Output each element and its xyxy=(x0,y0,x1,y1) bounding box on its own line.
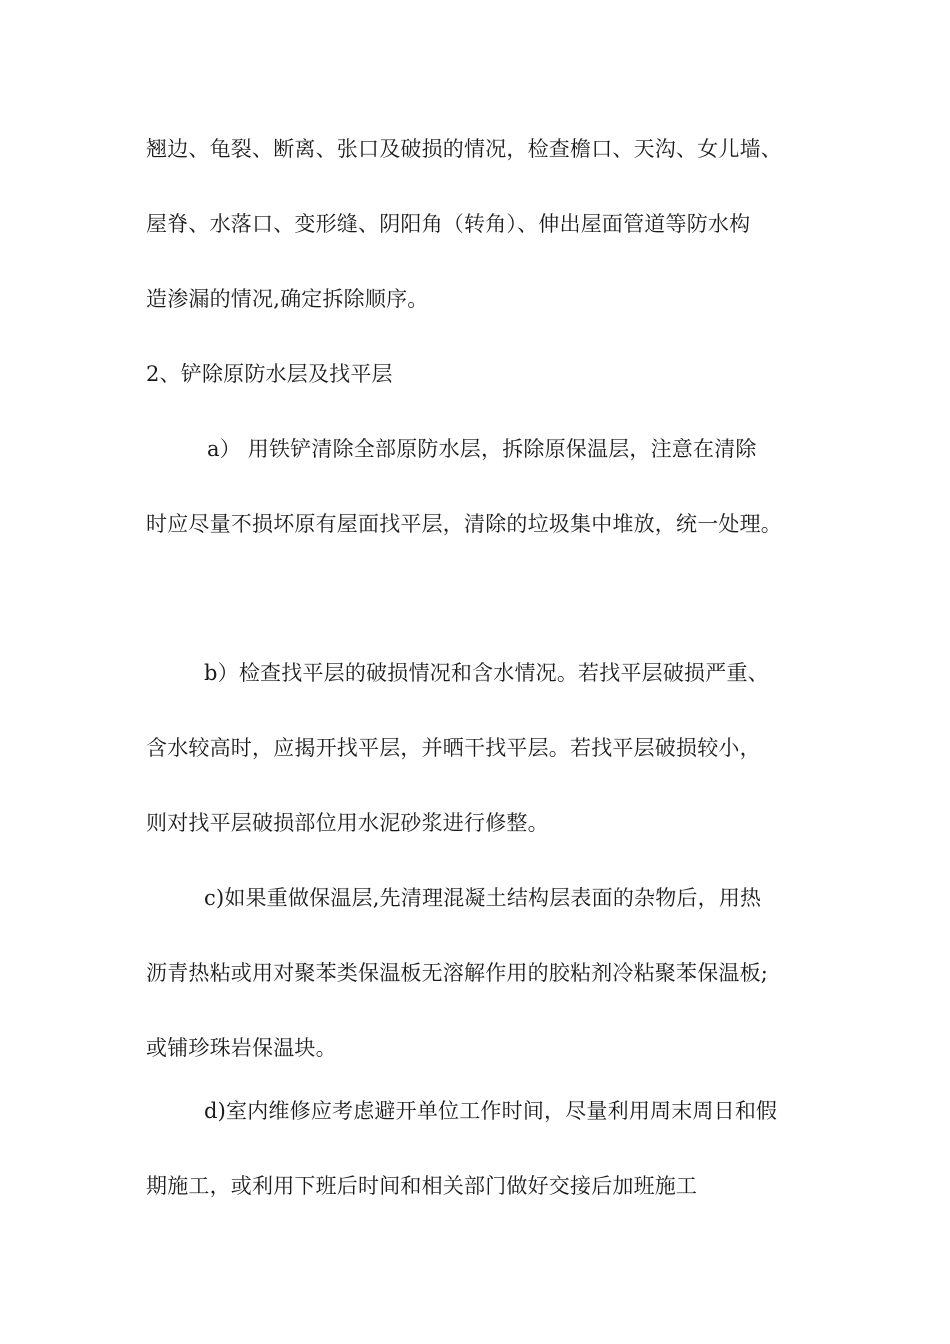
item-d-line-1: d)室内维修应考虑避开单位工作时间，尽量利用周末周日和假 xyxy=(204,1099,778,1123)
item-a-line-2: 时应尽量不损坏原有屋面找平层，清除的垃圾集中堆放，统一处理。 xyxy=(146,512,782,536)
item-c-line-2: 沥青热粘或用对聚苯类保温板无溶解作用的胶粘剂冷粘聚苯保温板; xyxy=(146,961,769,985)
item-c-line-1: c)如果重做保温层,先清理混凝土结构层表面的杂物后，用热 xyxy=(204,886,762,910)
item-b-line-3: 则对找平层破损部位用水泥砂浆进行修整。 xyxy=(146,811,549,835)
item-b-line-1: b）检查找平层的破损情况和含水情况。若找平层破损严重、 xyxy=(204,661,769,685)
paragraph-line-1: 翘边、龟裂、断离、张口及破损的情况，检查檐口、天沟、女儿墙、 xyxy=(146,137,782,161)
section-heading: 2、铲除原防水层及找平层 xyxy=(146,362,393,386)
paragraph-line-3: 造渗漏的情况,确定拆除顺序。 xyxy=(146,287,429,311)
paragraph-line-2: 屋脊、水落口、变形缝、阴阳角（转角）、伸出屋面管道等防水构 xyxy=(146,212,751,236)
item-d-line-2: 期施工，或利用下班后时间和相关部门做好交接后加班施工 xyxy=(146,1174,698,1198)
item-a-line-1: a） 用铁铲清除全部原防水层，拆除原保温层，注意在清除 xyxy=(207,437,757,461)
item-c-line-3: 或铺珍珠岩保温块。 xyxy=(146,1036,337,1060)
item-b-line-2: 含水较高时，应揭开找平层，并晒干找平层。若找平层破损较小， xyxy=(146,736,761,760)
